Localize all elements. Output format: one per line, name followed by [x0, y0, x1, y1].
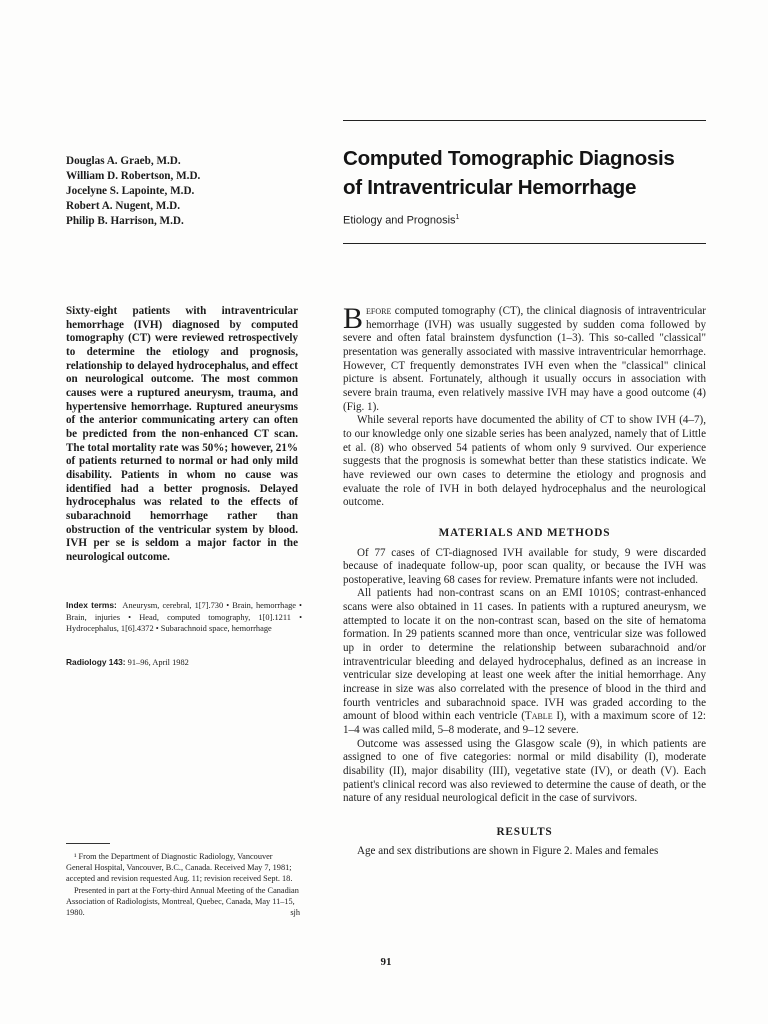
footnote-tag: sjh: [290, 908, 300, 918]
article-subtitle: [343, 214, 459, 227]
title-rule-top: [343, 120, 706, 121]
author-name: Robert A. Nugent, M.D.: [66, 199, 181, 212]
title-line: Computed Tomographic Diagnosis: [343, 147, 675, 170]
subtitle-text: Etiology and Prognosis: [343, 214, 456, 227]
body-paragraph-methods: [343, 587, 706, 737]
footnote-rule: [66, 843, 110, 844]
author-list: [66, 154, 316, 229]
body-paragraph: Outcome was assessed using the Glasgow scale (9), in which patients are assigned to one of five categories: normal or mild disability (I), moderate disability (II), major disability (III), vegetative state (IV), or death (V). Each patient's clinical record was also reviewed to determine the cause of death, or the nature of any residual neurological deficit in the case of survivors.: [343, 737, 706, 805]
body-paragraph: Of 77 cases of CT-diagnosed IVH available for study, 9 were discarded because of inadequate follow-up, poor scan quality, or because the IVH was postoperative, leaving 68 cases for review. Premature infants were not included.: [343, 546, 706, 586]
page-number: 91: [380, 956, 392, 968]
title-line: of Intraventricular Hemorrhage: [343, 176, 637, 199]
body-paragraph: While several reports have documented the ability of CT to show IVH (4–7), to our knowledge only one sizable series has been analyzed, namely that of Little et al. (8) who observed 54 patients of whom only 9 survived. Our experience suggests that the prognosis is somewhat better than these statistics indicate. We have reviewed our own cases to determine the etiology and prognosis and evaluate the role of IVH in both delayed hydrocephalus and the neurological outcome.: [343, 414, 706, 509]
author-name: William D. Robertson, M.D.: [66, 169, 201, 182]
author-name: Philip B. Harrison, M.D.: [66, 214, 184, 227]
title-rule-bottom: [343, 243, 706, 244]
intro-paragraph: [343, 302, 706, 414]
intro-smallcaps: efore: [366, 305, 392, 317]
footnotes: [66, 851, 300, 918]
methods-text: All patients had non-contrast scans on an EMI 1010S; contrast-enhanced scans were also obtained in 11 cases. In patients with a ruptured aneurysm, we attempted to locate it on the non-contrast scan, based on the site of hematoma formation. In 29 patients scanned more than once, ventricular size was followed up in order to determine the relationship between subarachnoid and/or intraventricular bleeding and delayed hydrocephalus, defined as an increase in ventricular size developing at least one week after the initial hemorrhage. Any increase in size was also correlated with the presence of blood in the third and fourth ventricles and subarachnoid space. IVH was graded according to the amount of blood within each ventricle (: [343, 587, 706, 723]
footnote-marker: 1: [455, 214, 460, 221]
author-name: Jocelyne S. Lapointe, M.D.: [66, 184, 195, 197]
body-paragraph: Age and sex distributions are shown in Figure 2. Males and females: [357, 844, 659, 857]
section-heading-results: RESULTS: [496, 825, 553, 838]
index-terms-label: Index terms:: [66, 600, 117, 610]
methods-text-cont: ), with a maximum score of 12: 1–4 was called mild, 5–8 moderate, and 9–12 severe.: [343, 710, 706, 737]
section-heading-methods: MATERIALS AND METHODS: [438, 526, 611, 539]
footnote-affiliation: ¹ From the Department of Diagnostic Radiology, Vancouver General Hospital, Vancouver, B.C., Canada. Received May 7, 1981; accepted and revision requested Aug. 11; revision received Sept. 18.: [66, 852, 293, 884]
author-name: Douglas A. Graeb, M.D.: [66, 155, 181, 167]
table-reference: Table I: [524, 710, 561, 723]
footnote-presented: [66, 885, 300, 919]
article-title: [343, 144, 723, 202]
main-body-column: [343, 302, 706, 858]
footnote-presented-text: Presented in part at the Forty-third Annual Meeting of the Canadian Association of Radiologists, Montreal, Quebec, Canada, May 11–15, 1980.: [66, 885, 299, 918]
citation: [66, 657, 189, 667]
intro-text: computed tomography (CT), the clinical diagnosis of intraventricular hemorrhage (IVH) was usually suggested by sudden coma followed by severe and often fatal brainstem dysfunction (1–3). This so-called "classical" presentation was generally associated with massive intraventricular hemorrhage. However, CT frequently demonstrates IVH even when the "classical" clinical picture is absent. Fortunately, although it usually occurs in association with severe brain trauma, even relatively massive IVH may have a good outcome (4) (Fig. 1).: [343, 305, 706, 413]
citation-pages: 91–96, April 1982: [127, 658, 189, 667]
abstract: Sixty-eight patients with intraventricular hemorrhage (IVH) diagnosed by computed tomography (CT) were reviewed retrospectively to determine the etiology and prognosis, relationship to delayed hydrocephalus, and effect on neurological outcome. The most common causes were a ruptured aneurysm, trauma, and hypertensive hemorrhage. Ruptured aneurysms of the anterior communicating artery can often be predicted from the non-enhanced CT scan. The total mortality rate was 50%; however, 21% of patients returned to normal or had only mild disability. Patients in whom no cause was identified had a better prognosis. Delayed hydrocephalus was related to the effects of subarachnoid hemorrhage rather than obstruction of the ventricular system by blood. IVH per se is seldom a major factor in the neurological outcome.: [66, 305, 298, 563]
index-terms-text: Aneurysm, cerebral, 1[7].730 • Brain, hemorrhage • Brain, injuries • Head, computed tomography, 1[0].1211 • Hydrocephalus, 1[6].4372 • Subarachnoid space, hemorrhage: [66, 601, 302, 633]
index-terms: [66, 600, 302, 635]
drop-cap: B: [343, 302, 364, 335]
citation-journal: Radiology 143:: [66, 657, 126, 667]
